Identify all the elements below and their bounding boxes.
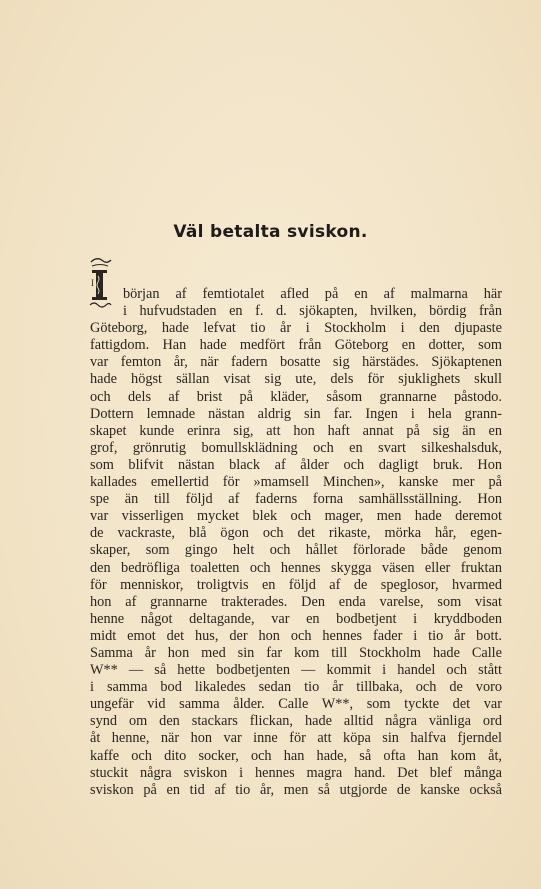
text-line: spe än till följd af faderns forna samhällsställning. Hon	[90, 491, 502, 508]
text-line: som blifvit nästan black af ålder och dagligt bruk. Hon	[90, 456, 502, 473]
text-line: i samma bod likaledes sedan tio år tillbaka, och de voro	[90, 679, 502, 696]
text-line: var visserligen mycket blek och mager, men hade deremot	[90, 508, 502, 525]
text-line: kaffe och dito socker, och han hade, så ofta han kom åt,	[90, 747, 502, 764]
text-line: skaper, som gingo helt och hållet förlorade både genom	[90, 542, 502, 559]
text-line: henne något deltagande, var en bodbetjent i kryddboden	[90, 610, 502, 627]
text-line: stuckit några sviskon i hennes magra hand. Det blef många	[90, 764, 502, 781]
text-line: grof, grönrutig bomullsklädning och en svart silkeshalsduk,	[90, 439, 502, 456]
text-line: den bedröfliga toaletten och hennes skygga väsen eller fruktan	[90, 559, 502, 576]
text-line: skapet kunde erinra sig, att hon haft annat på sig än en	[90, 422, 502, 439]
text-line: början af femtiotalet afled på en af malmarna här	[123, 286, 502, 302]
text-line: midt emot det hus, der hon och hennes fader i tio år bott.	[90, 627, 502, 644]
dropcap-letter: I	[91, 278, 94, 288]
body-text	[90, 286, 502, 799]
text-line: W** — så hette bodbetjenten — kommit i handel och stått	[90, 662, 502, 679]
text-line: Samma år hon med sin far kom till Stockholm hade Calle	[90, 644, 502, 661]
text-line: ungefär vid samma ålder. Calle W**, som tyckte det var	[90, 696, 502, 713]
text-line: i hufvudstaden en f. d. sjökapten, hvilken, bördig från	[123, 303, 502, 320]
text-line: Dottern lemnade nästan aldrig sin far. Ingen i hela grann-	[90, 405, 502, 422]
text-line: för menniskor, troligtvis en följd af de speglosor, hvarmed	[90, 576, 502, 593]
chapter-title: Väl betalta sviskon.	[173, 222, 368, 242]
text-line: och dels af brist på kläder, såsom grannarne påstodo.	[90, 388, 502, 405]
text-line: kallades emellertid för »mamsell Minchen», kanske mer på	[90, 474, 502, 491]
text-line: fattigdom. Han hade medfört från Göteborg en dotter, som	[90, 337, 502, 354]
text-line: åt henne, när hon var inne för att köpa sin halfva fjerndel	[90, 730, 502, 747]
text-line: de vackraste, blå ögon och det rikaste, mörka hår, egen-	[90, 525, 502, 542]
text-line: Göteborg, hade lefvat tio år i Stockholm i den djupaste	[90, 320, 502, 337]
text-line: synd om den stackars flickan, hade alltid några vänliga ord	[90, 713, 502, 730]
text-line: hon af grannarne trakterades. Den enda varelse, som visat	[90, 593, 502, 610]
text-line: var femton år, när fadern bosatte sig härstädes. Sjökaptenen	[90, 354, 502, 371]
text-line: sviskon på en tid af tio år, men så utgjorde de kanske också	[90, 781, 502, 798]
text-line: hade högst sällan visat sig ute, dels för sjuklighets skull	[90, 371, 502, 388]
